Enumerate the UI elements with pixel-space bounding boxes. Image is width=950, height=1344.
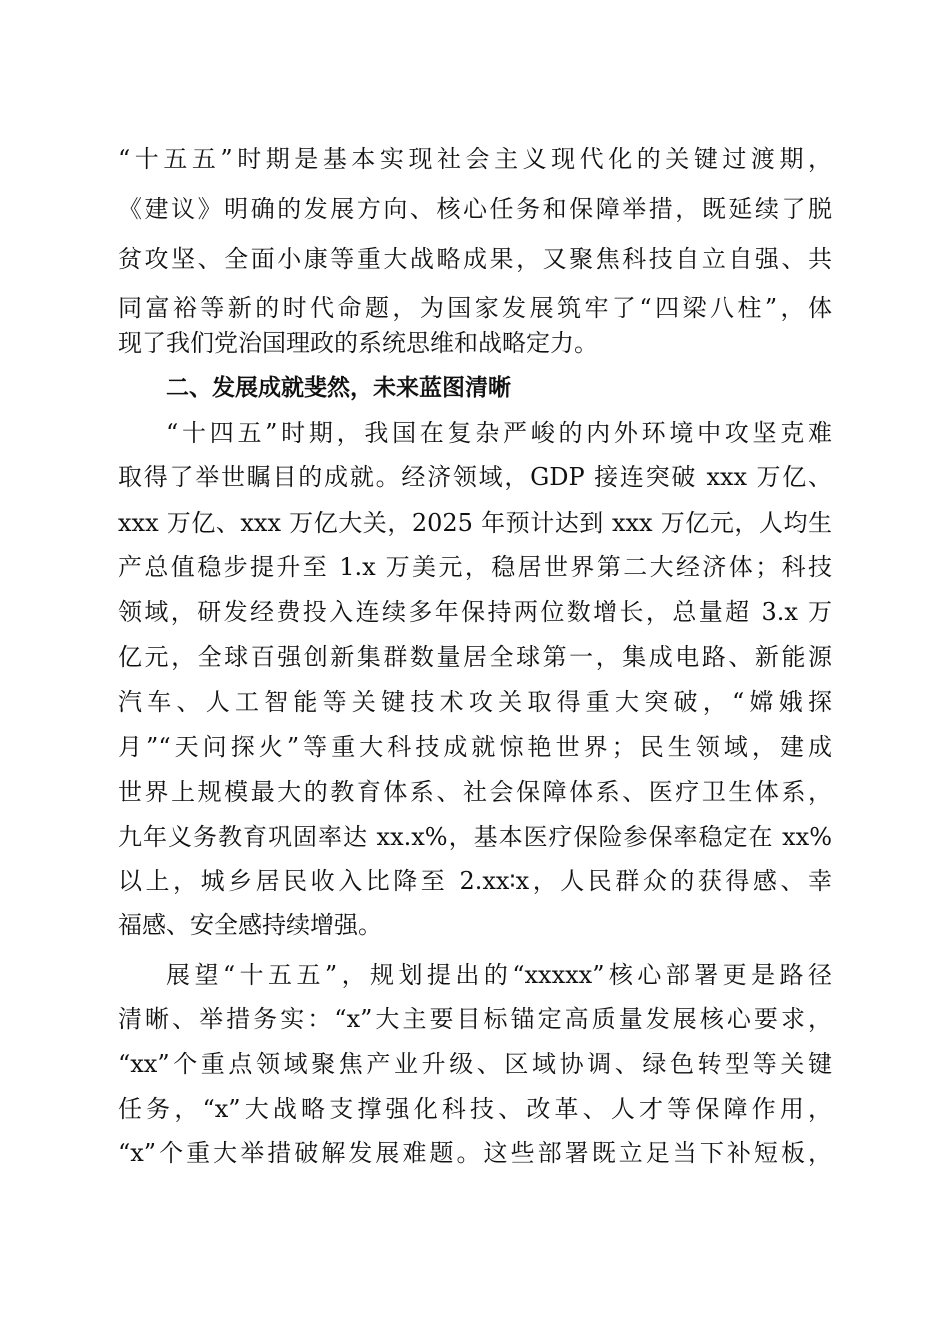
- paragraph2-line: 福感、安全感持续增强。: [118, 911, 382, 939]
- paragraph2-line: 九年义务教育巩固率达 xx.x%，基本医疗保险参保率稳定在 xx%: [118, 823, 832, 851]
- paragraph2-line: 产总值稳步提升至 1.x 万美元，稳居世界第二大经济体；科技: [118, 553, 832, 581]
- paragraph3-line: 展望“十五五”，规划提出的“xxxxx”核心部署更是路径: [166, 961, 832, 989]
- paragraph3-line: “x”个重大举措破解发展难题。这些部署既立足当下补短板，: [118, 1139, 832, 1167]
- paragraph2-line: 世界上规模最大的教育体系、社会保障体系、医疗卫生体系，: [118, 778, 832, 806]
- paragraph1-line: 《建议》明确的发展方向、核心任务和保障举措，既延续了脱: [118, 195, 832, 223]
- paragraph2-line: “十四五”时期，我国在复杂严峻的内外环境中攻坚克难: [166, 419, 832, 447]
- paragraph3-line: 任务，“x”大战略支撑强化科技、改革、人才等保障作用，: [118, 1095, 832, 1123]
- paragraph3-line: “xx”个重点领域聚焦产业升级、区域协调、绿色转型等关键: [118, 1050, 832, 1078]
- paragraph1-line: 贫攻坚、全面小康等重大战略成果，又聚焦科技自立自强、共: [118, 245, 832, 273]
- paragraph2-line: xxx 万亿、xxx 万亿大关，2025 年预计达到 xxx 万亿元，人均生: [118, 509, 832, 537]
- paragraph2-line: 汽车、人工智能等关键技术攻关取得重大突破，“嫦娥探: [118, 688, 832, 716]
- paragraph1-line: “十五五”时期是基本实现社会主义现代化的关键过渡期，: [118, 145, 832, 173]
- paragraph2-line: 领域，研发经费投入连续多年保持两位数增长，总量超 3.x 万: [118, 598, 832, 626]
- paragraph2-line: 月”“天问探火”等重大科技成就惊艳世界；民生领域，建成: [118, 733, 832, 761]
- section-heading: 二、发展成就斐然，未来蓝图清晰: [166, 375, 511, 401]
- paragraph1-line: 同富裕等新的时代命题，为国家发展筑牢了“四梁八柱”，体: [118, 294, 832, 322]
- paragraph1-line: 现了我们党治国理政的系统思维和战略定力。: [118, 329, 598, 357]
- paragraph2-line: 以上，城乡居民收入比降至 2.xx∶x，人民群众的获得感、幸: [118, 867, 832, 895]
- paragraph2-line: 亿元，全球百强创新集群数量居全球第一，集成电路、新能源: [118, 643, 832, 671]
- paragraph2-line: 取得了举世瞩目的成就。经济领域，GDP 接连突破 xxx 万亿、: [118, 463, 832, 491]
- paragraph3-line: 清晰、举措务实：“x”大主要目标锚定高质量发展核心要求，: [118, 1005, 832, 1033]
